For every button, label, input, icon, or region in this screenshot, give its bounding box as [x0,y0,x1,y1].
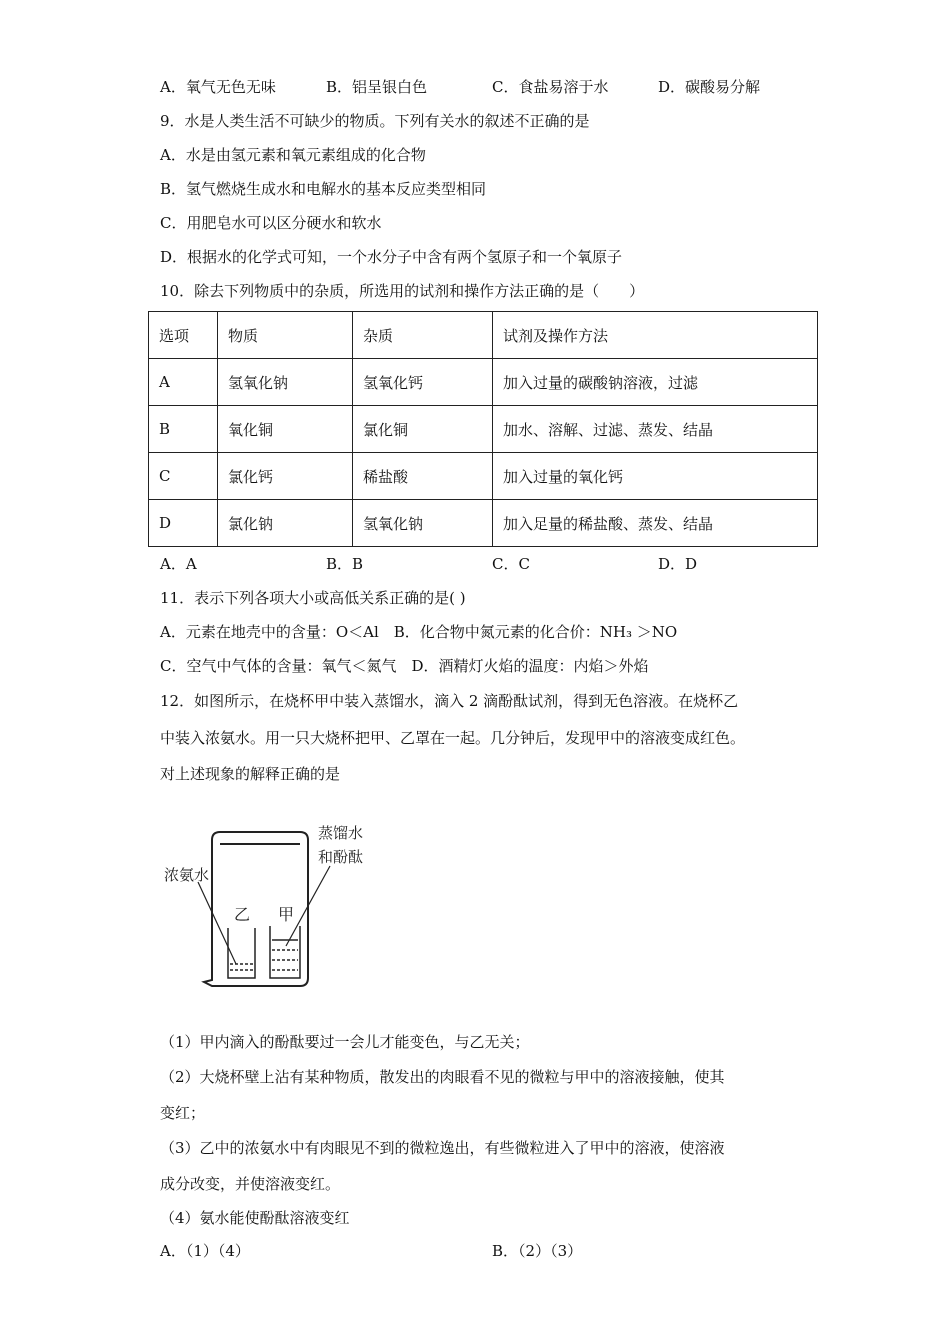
q12-statement-1: （1）甲内滴入的酚酞要过一会儿才能变色，与乙无关； [160,1033,530,1051]
table-cell: 氯化铜 [353,406,493,453]
q9-option-a: A．水是由氢元素和氧元素组成的化合物 [160,146,426,164]
q12-statement-2-line2: 变红； [160,1104,206,1122]
table-row [149,453,818,500]
table-cell: 氢氧化钠 [353,500,493,547]
table-row [149,406,818,453]
beaker-diagram [160,820,380,1000]
table-header-cell: 试剂及操作方法 [493,312,818,359]
q9-option-b: B．氢气燃烧生成水和电解水的基本反应类型相同 [160,180,487,198]
table-header-cell: 杂质 [353,312,493,359]
table-cell: B [149,406,218,453]
q12-figure [160,820,380,1000]
table-cell: 加入过量的氧化钙 [493,453,818,500]
table-header-cell: 物质 [218,312,353,359]
q10-option-a: A．A [160,555,197,573]
table-cell: 加入过量的碳酸钠溶液，过滤 [493,359,818,406]
table-row [149,359,818,406]
q10-table [148,311,818,547]
q10-option-b: B．B [326,555,364,573]
table-cell: 加入足量的稀盐酸、蒸发、结晶 [493,500,818,547]
table-cell: D [149,500,218,547]
q12-statement-4: （4）氨水能使酚酞溶液变红 [160,1209,350,1227]
q8-option-b: B．铝呈银白色 [326,78,428,96]
table-header-cell: 选项 [149,312,218,359]
table-cell: 氧化铜 [218,406,353,453]
table-cell: A [149,359,218,406]
q12-statement-2-line1: （2）大烧杯壁上沾有某种物质，散发出的肉眼看不见的微粒与甲中的溶液接触，使其 [160,1068,725,1086]
table-cell: 氢氧化钠 [218,359,353,406]
q11-options-cd: C．空气中气体的含量：氧气＜氮气 D．酒精灯火焰的温度：内焰＞外焰 [160,657,649,675]
q12-options [160,1241,582,1261]
q9-stem: 9．水是人类生活不可缺少的物质。下列有关水的叙述不正确的是 [160,112,590,130]
q8-option-a: A．氧气无色无味 [160,78,276,96]
table-row [149,500,818,547]
q9-option-d: D．根据水的化学式可知，一个水分子中含有两个氢原子和一个氧原子 [160,248,623,266]
table-cell: 氯化钠 [218,500,353,547]
table-cell: 加水、溶解、过滤、蒸发、结晶 [493,406,818,453]
q12-stem-line3: 对上述现象的解释正确的是 [160,765,341,783]
q9-option-c: C．用肥皂水可以区分硬水和软水 [160,214,382,232]
q8-options [160,77,760,97]
q12-statement-3-line1: （3）乙中的浓氨水中有肉眼见不到的微粒逸出，有些微粒进入了甲中的溶液，使溶液 [160,1139,725,1157]
q10-stem: 10．除去下列物质中的杂质，所选用的试剂和操作方法正确的是（ ） [160,282,645,300]
q10-options [160,554,697,574]
label-beaker-yi: 乙 [234,905,251,924]
q12-option-b: B．（2）（3） [492,1242,583,1260]
table-header-row [149,312,818,359]
q8-option-d: D．碳酸易分解 [658,78,761,96]
table-cell: 氯化钙 [218,453,353,500]
q10-option-c: C．C [492,555,530,573]
table-cell: 氢氧化钙 [353,359,493,406]
label-phenolphthalein: 和酚酞 [318,848,364,866]
q12-statement-3-line2: 成分改变，并使溶液变红。 [160,1175,341,1193]
q10-option-d: D．D [658,555,698,573]
leader-line-left [198,882,236,964]
q12-option-a: A．（1）（4） [160,1242,250,1260]
q11-options-ab: A．元素在地壳中的含量：O＜Al B．化合物中氮元素的化合价：NH₃ ＞NO [160,623,678,641]
label-conc-ammonia: 浓氨水 [164,866,210,884]
table-cell: 稀盐酸 [353,453,493,500]
table-cell: C [149,453,218,500]
q12-stem-line2: 中装入浓氨水。用一只大烧杯把甲、乙罩在一起。几分钟后，发现甲中的溶液变成红色。 [160,729,746,747]
q11-stem: 11．表示下列各项大小或高低关系正确的是( ) [160,589,466,607]
q8-option-c: C．食盐易溶于水 [492,78,609,96]
label-beaker-jia: 甲 [278,905,295,924]
label-distilled-water: 蒸馏水 [318,824,364,842]
q12-stem-line1: 12．如图所示，在烧杯甲中装入蒸馏水，滴入 2 滴酚酞试剂，得到无色溶液。在烧杯乙 [160,692,739,710]
